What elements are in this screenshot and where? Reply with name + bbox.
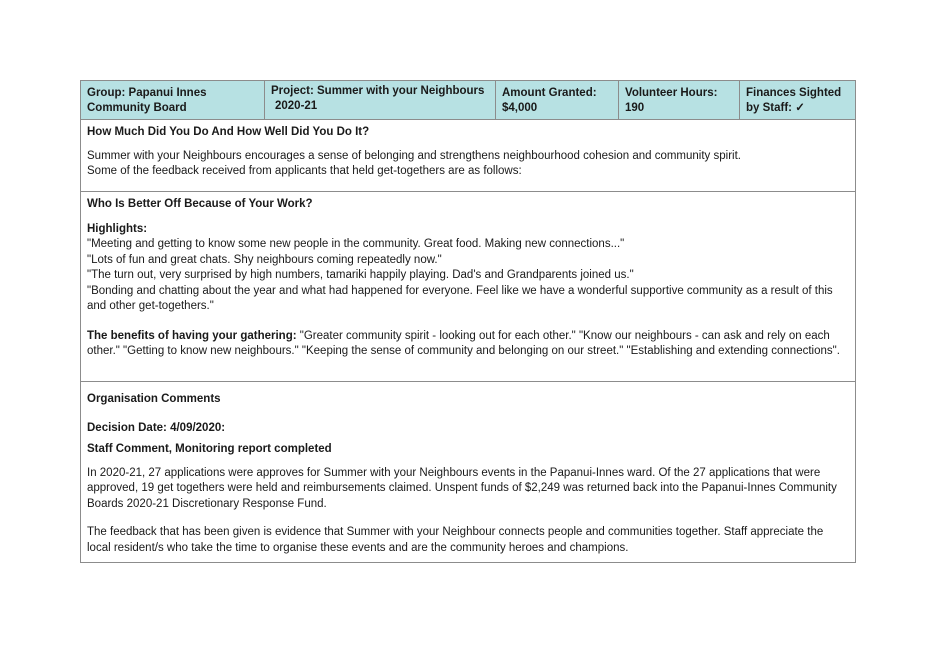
group-cell (81, 81, 265, 119)
better-off-section (81, 192, 855, 382)
staff-comment-heading: Staff Comment, Monitoring report completed (87, 443, 332, 455)
finances-value: by Staff: ✓ (746, 102, 805, 114)
volunteer-value: 190 (625, 102, 645, 114)
project-cell (265, 81, 496, 119)
finances-sighted-cell (740, 81, 855, 119)
amount-granted-cell (496, 81, 619, 119)
decision-date: Decision Date: 4/09/2020: (87, 421, 226, 434)
comment-line: Boards 2020-21 Discretionary Response Fund. (87, 497, 327, 510)
comment-line: In 2020-21, 27 applications were approves for Summer with your Neighbours events in the Papanui-Innes ward. Of the 27 applications that were (87, 466, 821, 479)
section-heading: Organisation Comments (87, 393, 221, 405)
benefits-line-2: other." "Getting to know new neighbours." "Keeping the sense of community and belonging on our street." "Establishing and extending connections". (87, 345, 840, 357)
comment-line: local resident/s who take the time to organise these events and are the community heroes and champions. (87, 541, 629, 554)
how-much-section (81, 120, 855, 192)
benefits-paragraph (87, 329, 849, 345)
benefits-text: "Greater community spirit - looking out for each other." "Know our neighbours - can ask and rely on each (296, 329, 830, 342)
project-line-1: Project: Summer with your Neighbours (271, 85, 485, 97)
benefits-label: The benefits of having your gathering: (87, 329, 297, 342)
group-line-2: Community Board (87, 102, 187, 114)
amount-label: Amount Granted: (502, 87, 597, 99)
section-heading: Who Is Better Off Because of Your Work? (87, 198, 313, 210)
monitoring-report-table (80, 80, 856, 563)
volunteer-hours-cell (619, 81, 740, 119)
quote-line: "Lots of fun and great chats. Shy neighbours coming repeatedly now." (87, 253, 442, 266)
amount-value: $4,000 (502, 102, 538, 114)
header-row (81, 81, 855, 120)
highlights-label: Highlights: (87, 222, 148, 235)
volunteer-label: Volunteer Hours: (625, 87, 718, 99)
body-line: Some of the feedback received from applicants that held get-togethers are as follows: (87, 165, 522, 177)
comment-line: The feedback that has been given is evidence that Summer with your Neighbour connects people and communities together. Staff appreciate the (87, 526, 824, 538)
finances-label: Finances Sighted (746, 87, 842, 99)
quote-line: "Meeting and getting to know some new people in the community. Great food. Making new connections..." (87, 238, 625, 250)
organisation-comments-section (81, 382, 855, 562)
quote-line: "Bonding and chatting about the year and what had happened for everyone. Feel like we have a wonderful supportive community as a result of this (87, 284, 833, 297)
project-line-2: 2020-21 (275, 100, 318, 112)
body-line: Summer with your Neighbours encourages a sense of belonging and strengthens neighbourhood cohesion and community spirit. (87, 149, 741, 162)
comment-line: approved, 19 get togethers were held and reimbursements claimed. Unspent funds of $2,249 was returned back into the Papanui-Innes Community (87, 482, 837, 494)
section-heading: How Much Did You Do And How Well Did You Do It? (87, 126, 370, 138)
quote-line: and other get-togethers." (87, 300, 214, 312)
quote-line: "The turn out, very surprised by high numbers, tamariki happily playing. Dad's and Grandparents joined us." (87, 269, 634, 281)
group-line-1: Group: Papanui Innes (87, 87, 207, 99)
